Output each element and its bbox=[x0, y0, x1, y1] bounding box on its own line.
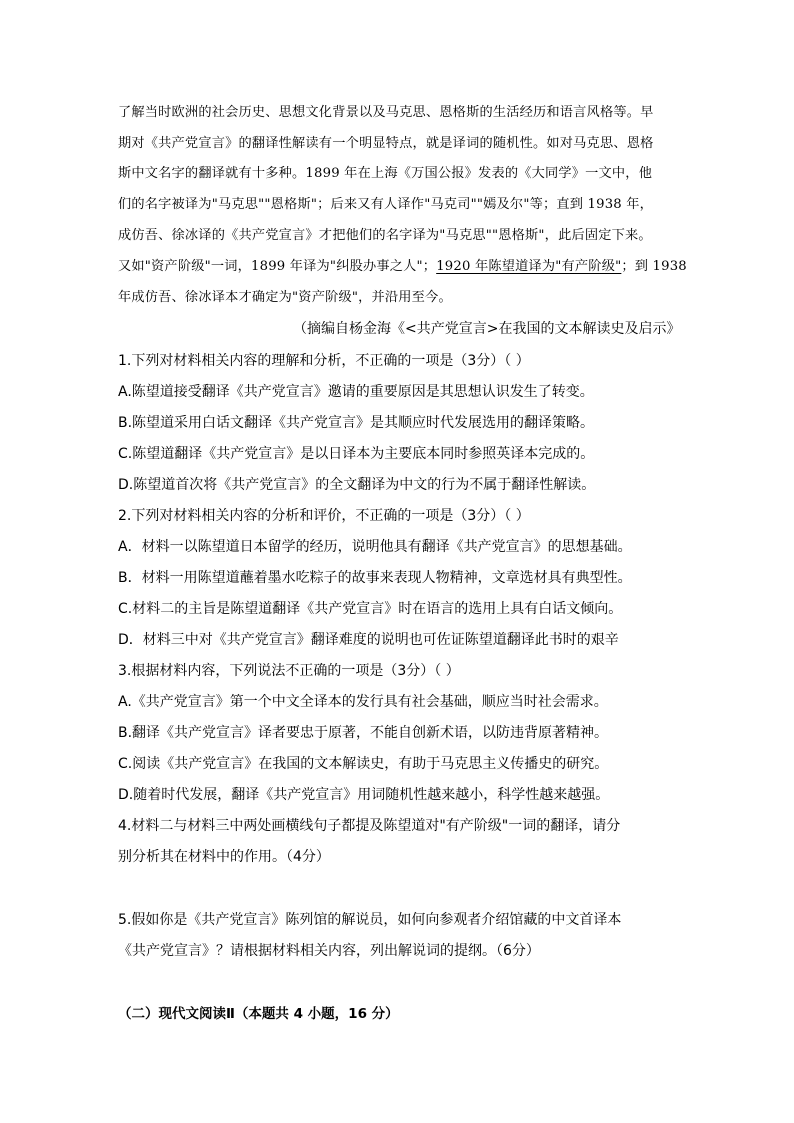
question-4-line-2: 别分析其在材料中的作用。（4分） bbox=[118, 849, 330, 865]
passage-line-5: 成仿吾、徐冰译的《共产党宣言》才把他们的名字译为"马克思""恩格斯"，此后固定下来。 bbox=[118, 228, 652, 243]
question-1-option-b: B.陈望道采用白话文翻译《共产党宣言》是其顺应时代发展选用的翻译策略。 bbox=[118, 415, 595, 431]
question-4-line-1: 4.材料二与材料三中两处画横线句子都提及陈望道对"有产阶级"一词的翻译，请分 bbox=[118, 818, 621, 834]
underlined-sentence: 1920 年陈望道译为"有产阶级" bbox=[436, 259, 622, 274]
question-1-option-c: C.陈望道翻译《共产党宣言》是以日译本为主要底本同时参照英译本完成的。 bbox=[118, 446, 595, 462]
question-3-option-d: D.随着时代发展，翻译《共产党宣言》用词随机性越来越小，科学性越来越强。 bbox=[118, 787, 610, 803]
question-2-option-b: B．材料一用陈望道蘸着墨水吃粽子的故事来表现人物精神，文章选材具有典型性。 bbox=[118, 570, 632, 586]
passage-line-6 bbox=[118, 257, 687, 277]
question-3-option-c: C.阅读《共产党宣言》在我国的文本解读史，有助于马克思主义传播史的研究。 bbox=[118, 756, 609, 772]
passage-line-6-start: 又如"资产阶级"一词，1899 年译为"纠股办事之人"； bbox=[118, 259, 437, 274]
passage-line-7: 年成仿吾、徐冰译本才确定为"资产阶级"，并沿用至今。 bbox=[118, 290, 452, 305]
passage-line-2: 期对《共产党宣言》的翻译性解读有一个明显特点，就是译词的随机性。如对马克思、恩格 bbox=[118, 136, 654, 151]
passage-source: （摘编自杨金海《<共产党宣言>在我国的文本解读史及启示》 bbox=[293, 321, 681, 337]
passage-line-6-end: ；到 1938 bbox=[621, 259, 687, 274]
question-2-stem: 2.下列对材料相关内容的分析和评价，不正确的一项是（3分）（ ） bbox=[118, 508, 530, 524]
section-heading: （二）现代文阅读Ⅱ（本题共 4 小题，16 分） bbox=[118, 1006, 399, 1022]
question-5-line-1: 5.假如你是《共产党宣言》陈列馆的解说员，如何向参观者介绍馆藏的中文首译本 bbox=[118, 912, 622, 928]
question-1-option-d: D.陈望道首次将《共产党宣言》的全文翻译为中文的行为不属于翻译性解读。 bbox=[118, 477, 596, 493]
question-1-stem: 1.下列对材料相关内容的理解和分析，不正确的一项是（3分）（ ） bbox=[118, 353, 530, 369]
question-3-option-b: B.翻译《共产党宣言》译者要忠于原著，不能自创新术语，以防违背原著精神。 bbox=[118, 725, 609, 741]
question-1-option-a: A.陈望道接受翻译《共产党宣言》邀请的重要原因是其思想认识发生了转变。 bbox=[118, 384, 594, 400]
question-3-stem: 3.根据材料内容，下列说法不正确的一项是（3分）（ ） bbox=[118, 663, 460, 679]
question-2-option-a: A．材料一以陈望道日本留学的经历，说明他具有翻译《共产党宣言》的思想基础。 bbox=[118, 539, 632, 555]
passage-line-4: 们的名字被译为"马克思""恩格斯"；后来又有人译作"马克司""嫣及尔"等；直到 1938 年， bbox=[118, 197, 654, 212]
question-2-option-d: D．材料三中对《共产党宣言》翻译难度的说明也可佐证陈望道翻译此书时的艰辛 bbox=[118, 632, 619, 648]
question-5-line-2: 《共产党宣言》？请根据材料相关内容，列出解说词的提纲。（6分） bbox=[118, 943, 540, 959]
question-3-option-a: A.《共产党宣言》第一个中文全译本的发行具有社会基础，顺应当时社会需求。 bbox=[118, 694, 608, 710]
passage-line-3: 斯中文名字的翻译就有十多种。1899 年在上海《万国公报》发表的《大同学》一文中，他 bbox=[118, 166, 653, 181]
question-2-option-c: C.材料二的主旨是陈望道翻译《共产党宣言》时在语言的选用上具有白话文倾向。 bbox=[118, 601, 623, 617]
passage-line-1: 了解当时欧洲的社会历史、思想文化背景以及马克思、恩格斯的生活经历和语言风格等。早 bbox=[118, 105, 654, 120]
